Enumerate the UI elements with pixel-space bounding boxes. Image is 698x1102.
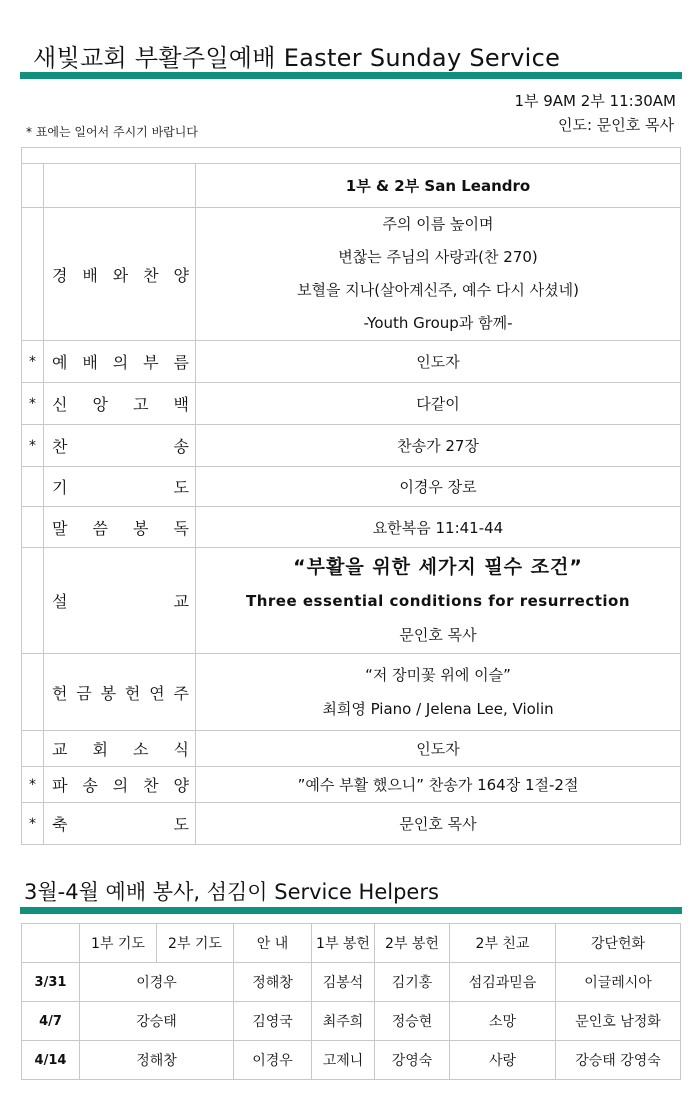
helpers-offering-2: 강영숙 [375, 1041, 450, 1080]
worship-item-detail [196, 507, 681, 548]
worship-row [22, 208, 681, 341]
worship-item-name [44, 654, 196, 731]
worship-item-char: 예 [52, 353, 68, 372]
worship-item-name [44, 467, 196, 507]
helpers-prayer: 강승태 [80, 1002, 234, 1041]
worship-row [22, 383, 681, 425]
helpers-title: 3월-4월 예배 봉사, 섬김이 Service Helpers [24, 880, 439, 904]
worship-row [22, 767, 681, 803]
worship-detail-line: 다같이 [416, 395, 460, 413]
worship-item-char: 앙 [92, 395, 108, 414]
helpers-column-header: 강단헌화 [556, 924, 681, 963]
worship-item-char: 고 [133, 395, 149, 414]
worship-row [22, 507, 681, 548]
worship-item-detail [196, 383, 681, 425]
worship-item-char: 의 [112, 353, 129, 372]
helpers-date: 4/7 [22, 1002, 80, 1041]
standing-marker: * [22, 383, 44, 425]
worship-detail-line: 문인호 목사 [399, 815, 477, 833]
helpers-usher: 김영국 [234, 1002, 312, 1041]
worship-item-char: 봉 [100, 683, 117, 703]
worship-item-char: 경 [52, 265, 68, 285]
worship-detail-line: 인도자 [416, 353, 460, 371]
service-times: 1부 9AM 2부 11:30AM [514, 92, 676, 110]
worship-row [22, 425, 681, 467]
worship-item-char: 독 [173, 518, 189, 538]
worship-item-detail [196, 731, 681, 767]
helpers-column-header: 안 내 [234, 924, 312, 963]
standing-note: * 표에는 일어서 주시기 바랍니다 [26, 125, 198, 139]
worship-row [22, 731, 681, 767]
worship-item-char: 부 [143, 353, 159, 372]
helpers-flowers: 강승태 강영숙 [556, 1041, 681, 1080]
helpers-column-header: 1부 봉헌 [312, 924, 375, 963]
helpers-row [22, 963, 681, 1002]
worship-row [22, 341, 681, 383]
helpers-date: 4/14 [22, 1041, 80, 1080]
worship-item-name [44, 208, 196, 341]
helpers-fellowship: 소망 [450, 1002, 556, 1041]
title-divider [20, 72, 682, 79]
worship-row [22, 654, 681, 731]
worship-item-char: 소 [133, 740, 149, 759]
helpers-column-header: 2부 봉헌 [375, 924, 450, 963]
worship-row [22, 467, 681, 507]
helpers-usher: 이경우 [234, 1041, 312, 1080]
worship-item-char: 배 [82, 353, 98, 372]
worship-item-char: 의 [112, 776, 129, 795]
worship-detail-line: 요한복음 11:41-44 [372, 518, 504, 537]
worship-detail-line: 최희영 Piano / Jelena Lee, Violin [322, 700, 554, 718]
worship-item-char: 헌 [52, 683, 68, 703]
worship-detail-line: 보혈을 지나(살아계신주, 예수 다시 사셨네) [297, 281, 579, 299]
service-locations: 1부 & 2부 San Leandro [196, 164, 681, 208]
worship-item-char: 와 [112, 265, 129, 285]
worship-item-detail [196, 208, 681, 341]
standing-marker [22, 507, 44, 548]
worship-item-char: 찬 [143, 776, 159, 795]
helpers-row [22, 1041, 681, 1080]
worship-item-char: 름 [173, 353, 189, 372]
worship-item-char: 축 [52, 815, 68, 834]
worship-item-name [44, 803, 196, 845]
standing-marker [22, 548, 44, 654]
standing-marker [22, 731, 44, 767]
standing-marker [22, 467, 44, 507]
helpers-fellowship: 섬김과믿음 [450, 963, 556, 1002]
helpers-fellowship: 사랑 [450, 1041, 556, 1080]
worship-item-detail [196, 341, 681, 383]
worship-detail-line: 이경우 장로 [399, 478, 477, 496]
worship-item-char: 금 [76, 683, 92, 703]
worship-item-char: 씀 [92, 518, 108, 538]
worship-item-char: 교 [173, 592, 189, 611]
helpers-prayer: 이경우 [80, 963, 234, 1002]
worship-item-char: 주 [173, 683, 189, 703]
helpers-flowers: 문인호 남정화 [556, 1002, 681, 1041]
worship-item-char: 송 [82, 776, 98, 795]
order-of-worship-table [21, 147, 681, 845]
helpers-header-row [22, 924, 681, 963]
worship-item-char: 헌 [124, 683, 141, 703]
worship-item-name [44, 767, 196, 803]
worship-item-name [44, 341, 196, 383]
worship-item-char: 봉 [133, 518, 149, 538]
helpers-offering-1: 최주희 [312, 1002, 375, 1041]
worship-item-char: 식 [173, 740, 189, 759]
service-helpers-table [21, 923, 681, 1080]
worship-detail-line: 찬송가 27장 [397, 437, 479, 455]
helpers-flowers: 이글레시아 [556, 963, 681, 1002]
worship-detail-line: ”예수 부활 했으니” 찬송가 164장 1절-2절 [297, 776, 579, 794]
helpers-offering-1: 김봉석 [312, 963, 375, 1002]
worship-item-char: 배 [82, 265, 98, 285]
worship-item-char: 설 [52, 592, 68, 611]
table-header-row [22, 164, 681, 208]
helpers-offering-1: 고제니 [312, 1041, 375, 1080]
worship-item-detail [196, 803, 681, 845]
worship-detail-line: 주의 이름 높이며 [382, 215, 494, 233]
worship-item-char: 찬 [143, 265, 159, 285]
worship-item-char: 양 [173, 265, 189, 285]
worship-item-char: 신 [52, 395, 68, 414]
worship-item-char: 송 [173, 437, 189, 456]
worship-item-char: 도 [173, 478, 189, 497]
worship-detail-line: 문인호 목사 [399, 625, 477, 644]
worship-item-name [44, 383, 196, 425]
helpers-column-header: 2부 기도 [157, 924, 234, 963]
worship-item-char: 양 [173, 776, 189, 795]
worship-item-detail [196, 425, 681, 467]
worship-item-char: 파 [52, 776, 68, 795]
worship-item-char: 찬 [52, 437, 68, 456]
worship-row [22, 548, 681, 654]
helpers-prayer: 정해창 [80, 1041, 234, 1080]
standing-marker: * [22, 803, 44, 845]
worship-detail-line: 인도자 [416, 740, 460, 758]
helpers-date: 3/31 [22, 963, 80, 1002]
worship-item-char: 도 [173, 815, 189, 834]
worship-detail-line: 변찮는 주님의 사랑과(찬 270) [338, 248, 538, 266]
helpers-offering-2: 김기홍 [375, 963, 450, 1002]
standing-marker: * [22, 341, 44, 383]
helpers-column-header: 2부 친교 [450, 924, 556, 963]
page-title: 새빛교회 부활주일예배 Easter Sunday Service [33, 44, 561, 72]
worship-item-name [44, 507, 196, 548]
worship-item-detail [196, 654, 681, 731]
worship-item-char: 말 [52, 518, 68, 538]
helpers-offering-2: 정승현 [375, 1002, 450, 1041]
helpers-column-header: 1부 기도 [80, 924, 157, 963]
worship-item-char: 기 [52, 478, 68, 497]
worship-item-detail [196, 767, 681, 803]
worship-item-char: 회 [92, 740, 108, 759]
standing-marker [22, 208, 44, 341]
helpers-divider [20, 907, 682, 914]
helpers-usher: 정해창 [234, 963, 312, 1002]
worship-item-name [44, 548, 196, 654]
worship-detail-line: Three essential conditions for resurrection [245, 591, 631, 610]
standing-marker: * [22, 767, 44, 803]
worship-item-name [44, 425, 196, 467]
worship-item-char: 백 [173, 395, 189, 414]
service-leader: 인도: 문인호 목사 [557, 116, 674, 134]
worship-item-char: 교 [52, 740, 68, 759]
standing-marker: * [22, 425, 44, 467]
worship-item-detail [196, 548, 681, 654]
worship-detail-line: “저 장미꽃 위에 이슬” [365, 666, 511, 684]
worship-detail-line: -Youth Group과 함께- [363, 314, 513, 332]
worship-detail-line: “부활을 위한 세가지 필수 조건” [293, 555, 583, 578]
worship-item-char: 연 [149, 683, 165, 703]
helpers-row [22, 1002, 681, 1041]
worship-item-detail [196, 467, 681, 507]
standing-marker [22, 654, 44, 731]
table-spacer-row [22, 148, 681, 164]
worship-item-name [44, 731, 196, 767]
worship-row [22, 803, 681, 845]
